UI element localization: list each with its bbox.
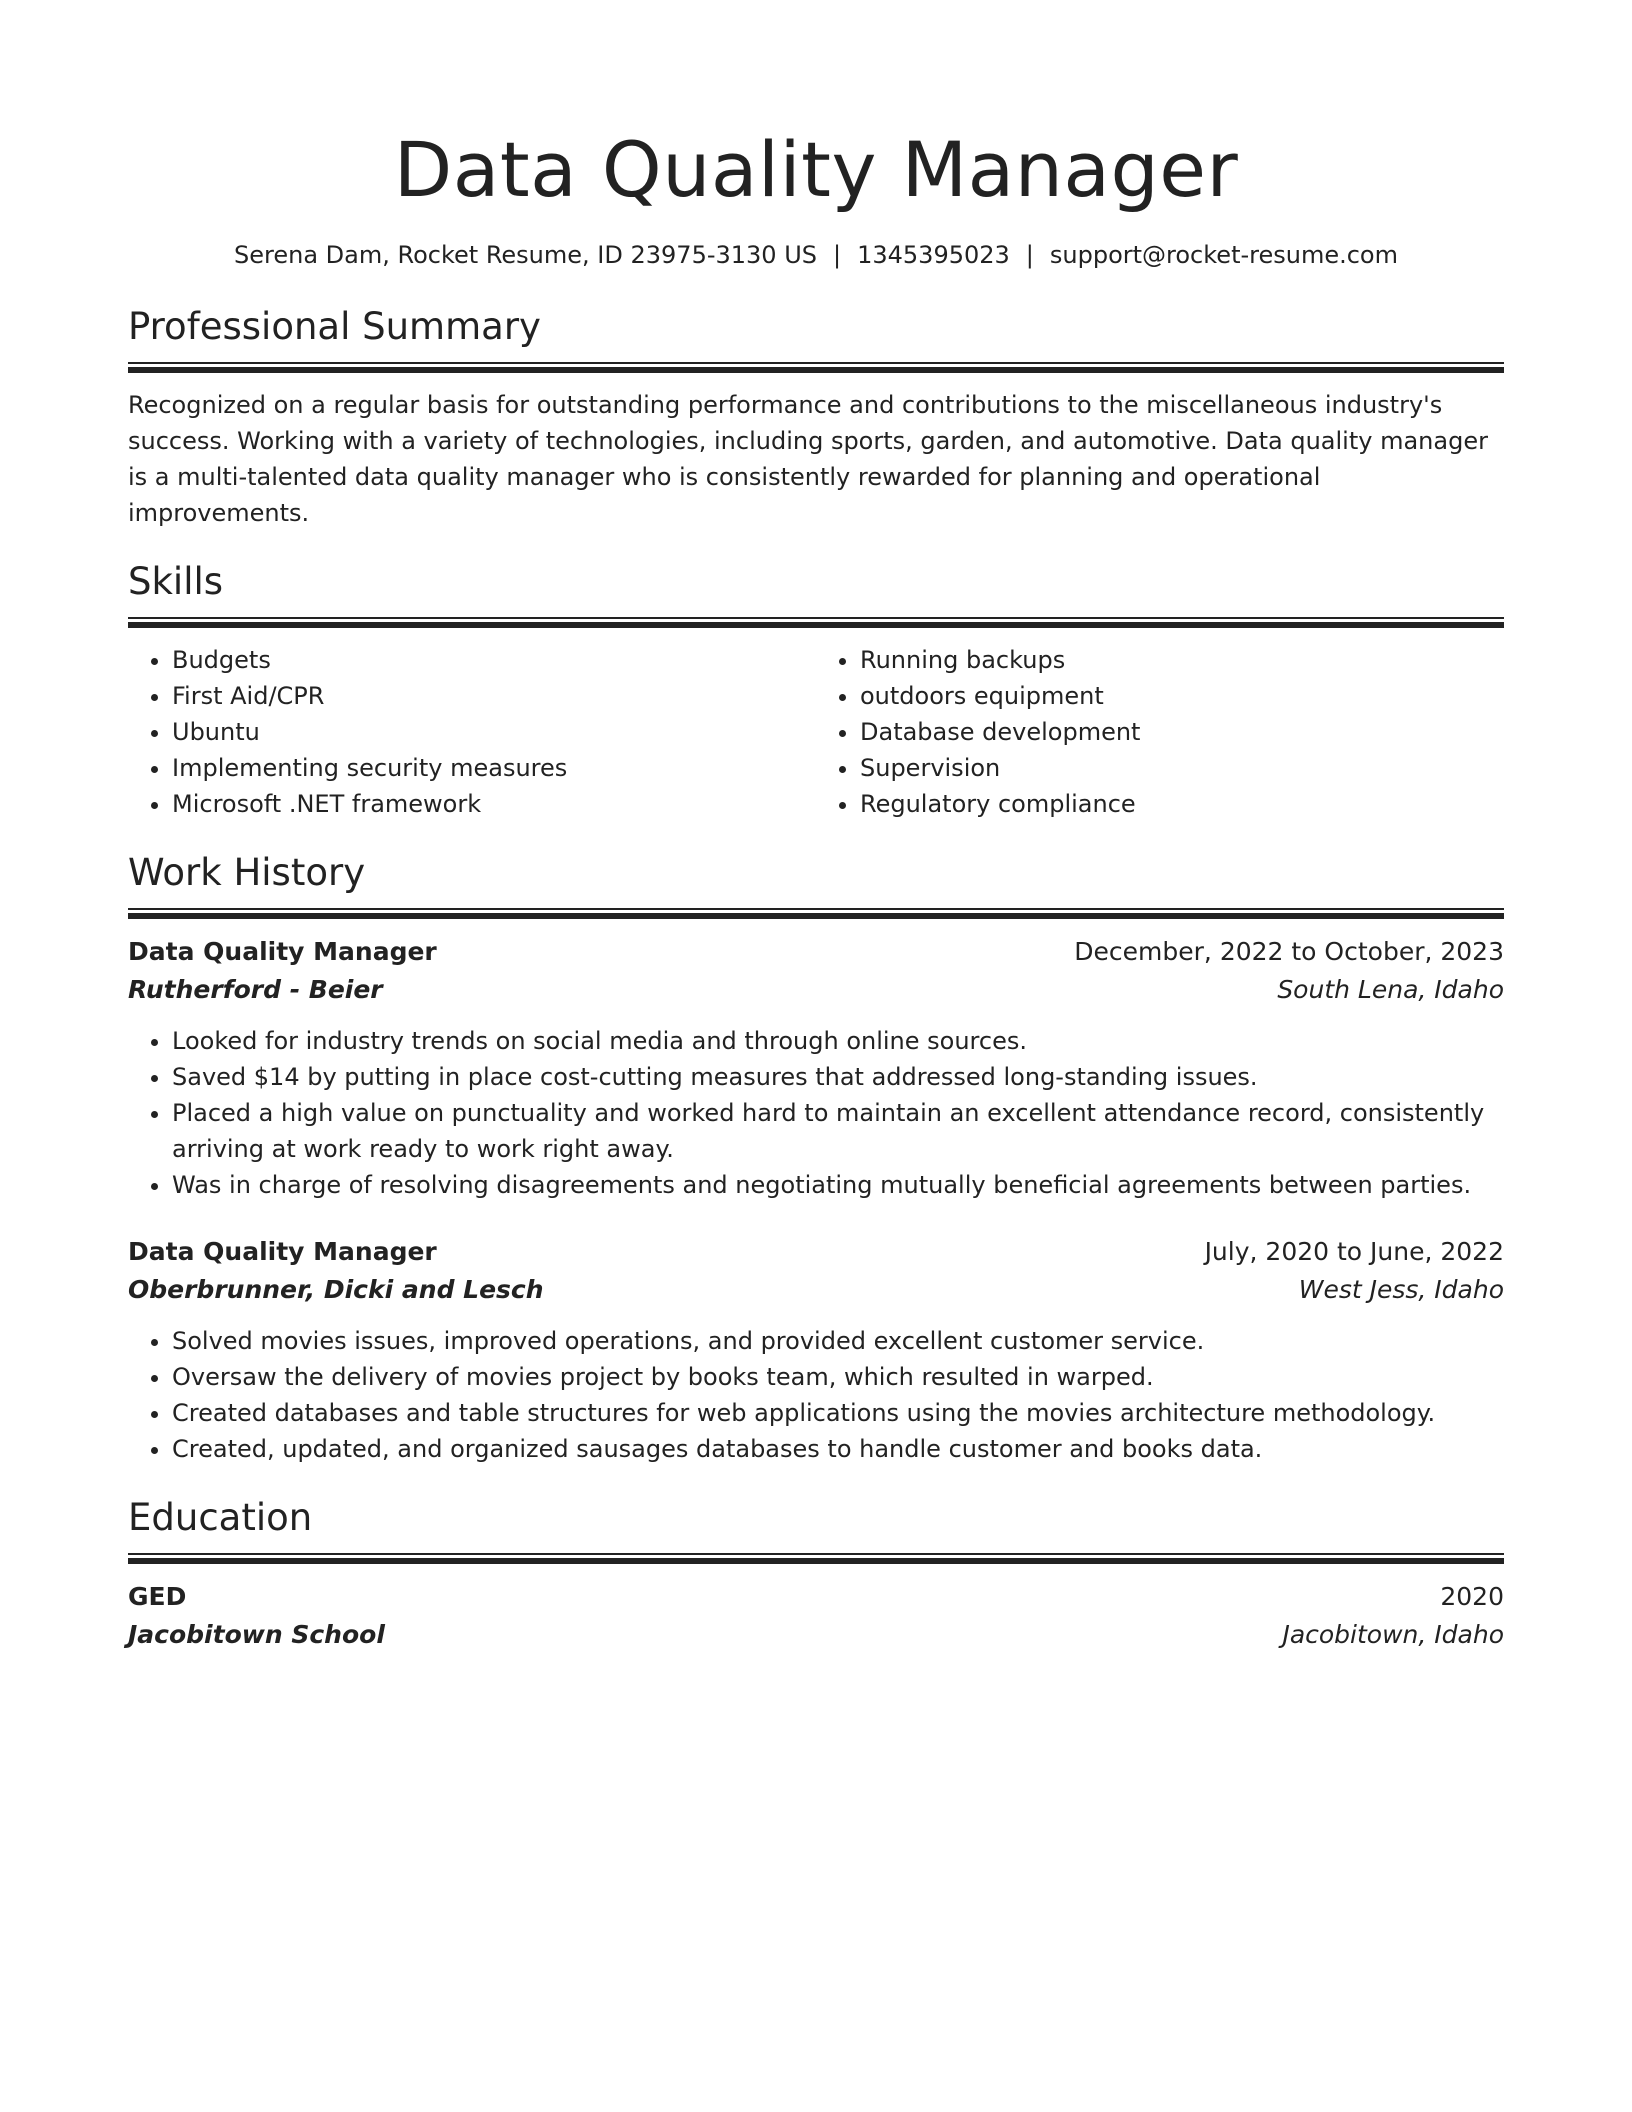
contact-line [128,238,1504,272]
job-dates: December, 2022 to October, 2023 [1074,937,1504,966]
job-bullet: • Looked for industry trends on social media and through online sources. [172,1023,1504,1059]
job-bullet: • Oversaw the delivery of movies project by books team, which resulted in warped. [172,1359,1504,1395]
contact-separator: | [1025,241,1034,269]
job-subheader [128,971,1504,1009]
summary-text: Recognized on a regular basis for outstanding performance and contributions to the miscellaneous industry's success. Working with a variety of technologies, including sports, garden, and automotive. Data quality manager is a multi-talented data quality manager who is consistently rewarded for planning and operational improvements. [128,391,1488,527]
skill-item: • Regulatory compliance [860,786,1504,822]
education-location: Jacobitown, Idaho [1282,1620,1504,1649]
section-work-history [128,848,1504,1467]
section-divider [128,908,1504,919]
job-dates: July, 2020 to June, 2022 [1204,1237,1504,1266]
job-entry [128,1233,1504,1467]
job-bullet: • Placed a high value on punctuality and worked hard to maintain an excellent attendance record, consistently arriving at work ready to work right away. [172,1095,1504,1167]
skill-item: • Microsoft .NET framework [172,786,816,822]
education-header [128,1578,1504,1616]
contact-separator: | [833,241,842,269]
job-location: West Jess, Idaho [1298,1275,1504,1304]
job-bullet: • Solved movies issues, improved operations, and provided excellent customer service. [172,1323,1504,1359]
education-degree: GED [128,1582,187,1611]
job-bullets [128,1023,1504,1203]
section-education [128,1493,1504,1654]
skill-item: • Supervision [860,750,1504,786]
contact-email: support@rocket-resume.com [1049,241,1398,269]
section-heading: Skills [128,560,224,603]
section-heading: Education [128,1496,313,1539]
job-bullets [128,1323,1504,1467]
job-company: Oberbrunner, Dicki and Lesch [128,1275,544,1304]
job-subheader [128,1271,1504,1309]
contact-address: Serena Dam, Rocket Resume, ID 23975-3130 US [234,241,817,269]
job-bullet: • Was in charge of resolving disagreements and negotiating mutually beneficial agreements between parties. [172,1167,1504,1203]
skills-list-right [816,642,1504,822]
job-bullet: • Saved $14 by putting in place cost-cutting measures that addressed long-standing issues. [172,1059,1504,1095]
education-entry [128,1578,1504,1654]
skill-item: • Database development [860,714,1504,750]
section-heading: Work History [128,851,366,894]
resume-title: Data Quality Manager [393,125,1239,214]
skill-item: • Implementing security measures [172,750,816,786]
education-subheader [128,1616,1504,1654]
skill-item: • outdoors equipment [860,678,1504,714]
section-divider [128,1553,1504,1564]
job-company: Rutherford - Beier [128,975,383,1004]
job-title: Data Quality Manager [128,937,437,966]
job-bullet: • Created databases and table structures for web applications using the movies architecture methodology. [172,1395,1504,1431]
job-header [128,933,1504,971]
skill-item: • Ubuntu [172,714,816,750]
job-header [128,1233,1504,1271]
job-location: South Lena, Idaho [1277,975,1504,1004]
resume-page [128,0,1504,1654]
skills-list-left [128,642,816,822]
education-school: Jacobitown School [128,1620,385,1649]
section-divider [128,362,1504,373]
job-title: Data Quality Manager [128,1237,437,1266]
section-skills [128,557,1504,822]
section-heading: Professional Summary [128,305,541,348]
section-summary [128,302,1504,531]
skill-item: • First Aid/CPR [172,678,816,714]
skill-item: • Running backups [860,642,1504,678]
skills-columns [128,642,1504,822]
skill-item: • Budgets [172,642,816,678]
section-divider [128,617,1504,628]
education-year: 2020 [1440,1582,1504,1611]
contact-phone: 1345395023 [857,241,1010,269]
job-bullet: • Created, updated, and organized sausages databases to handle customer and books data. [172,1431,1504,1467]
job-entry [128,933,1504,1203]
